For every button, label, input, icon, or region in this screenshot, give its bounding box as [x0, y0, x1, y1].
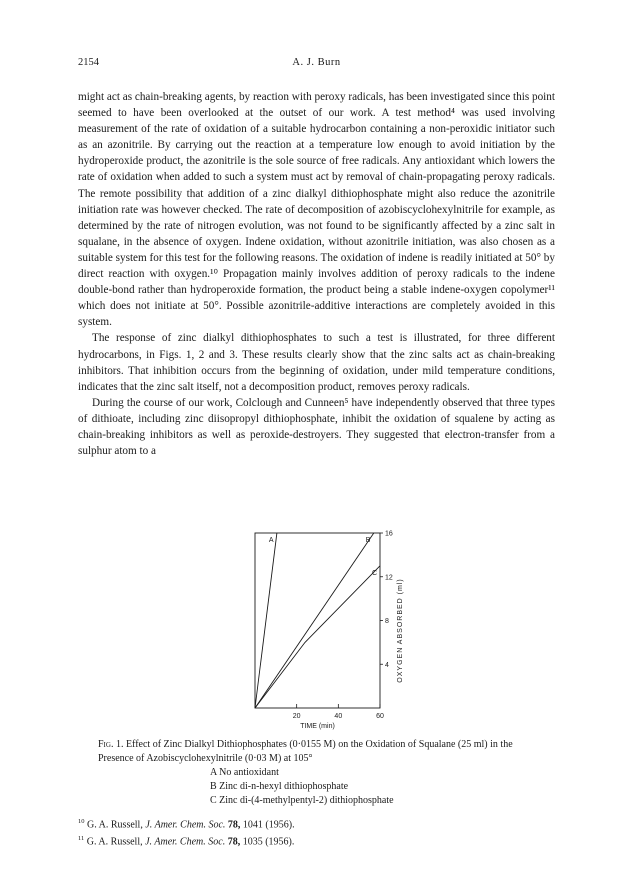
footnote-volume: 78,	[227, 819, 241, 831]
footnote-number: 11	[78, 834, 85, 842]
key-item-c: C Zinc di-(4-methylpentyl-2) dithiophosphate	[210, 795, 394, 806]
footnote-10	[78, 815, 555, 832]
y-tick-label: 12	[385, 574, 393, 582]
footnote-volume: 78,	[227, 836, 241, 848]
y-tick-label: 8	[385, 618, 389, 625]
footnote-number: 10	[78, 818, 85, 825]
page-number: 2154	[78, 57, 99, 68]
series-label-b: B	[365, 537, 371, 544]
footnote-journal: J. Amer. Chem. Soc.	[145, 836, 226, 848]
x-tick-label: 60	[376, 713, 384, 720]
paragraph: The response of zinc dialkyl dithiophosphates to such a test is illustrated, for three different hydrocarbons, in Figs. 1, 2 and 3. These results clearly show that the zinc salts act as chain-breaking inhibitors. That inhibition occurs from the beginning of oxidation, under mild temperature conditions, indicates that the zinc salt itself, not a decomposition product, removes peroxy radicals.	[78, 332, 555, 393]
body-text	[78, 89, 555, 459]
footnotes	[78, 815, 555, 849]
figure-caption	[98, 738, 538, 808]
caption-body	[98, 738, 538, 766]
figure-1	[220, 523, 430, 733]
paragraph: might act as chain-breaking agents, by reaction with peroxy radicals, has been investigated since this point seemed to have been overlooked at the outset of our work. A test method⁴ was used involving measurement of the rate of oxidation of a suitable hydrocarbon containing a non-peroxidic initiator such as an azonitrile. By carrying out the reaction at a temperature low enough to avoid initiation by the hydroperoxide product, the azonitrile is the sole source of free radicals. Any antioxidant which lowers the rate of oxidation when added to such a system must act by removal of chain-propagating peroxy radicals. The remote possibility that addition of a zinc dialkyl dithiophosphate might also reduce the azonitrile initiation rate was however checked. The rate of decomposition of azobiscyclohexylnitrile for example, as determined by the rate of nitrogen evolution, was not found to be significantly affected by a zinc salt in squalane, in the absence of oxygen. Indene oxidation, without azonitrile initiation, was also chosen as a suitable system for this test for the following reasons. The oxidation of indene is readily initiated at 50° by direct reaction with oxygen.¹⁰ Propagation mainly involves addition of peroxy radicals to the indene double-bond rather than hydroperoxide formation, the product being a stable indene-oxygen copolymer¹¹ which does not initiate at 50°. Possible azonitrile-additive interactions are completely avoided in this system.	[78, 91, 555, 329]
y-tick-label: 16	[385, 530, 393, 538]
paragraph: During the course of our work, Colclough and Cunneen⁵ have independently observed that three types of dithioate, including zinc diisopropyl dithiophosphate, inhibit the oxidation of squalene by acting as chain-breaking inhibitors as well as peroxide-destroyers. They suggested that electron-transfer from a sulphur atom to a	[78, 396, 555, 458]
footnote-author: G. A. Russell,	[86, 836, 143, 848]
series-line-c	[255, 566, 380, 708]
footnote-pages: 1035 (1956).	[242, 836, 295, 848]
x-tick-label: 40	[334, 713, 343, 720]
x-tick-label: 20	[292, 713, 301, 720]
y-tick-label: 4	[385, 661, 389, 669]
footnote-pages: 1041 (1956).	[242, 819, 295, 831]
caption-text: Effect of Zinc Dialkyl Dithiophosphates (0·0155 M) on the Oxidation of Squalane (25 ml) in the Presence of Azobiscyclohexylnitrile (0·03 M) at 105°	[98, 739, 513, 764]
caption-label: Fig. 1.	[98, 739, 124, 750]
x-axis-label: TIME (min)	[300, 723, 335, 730]
footnote-author: G. A. Russell,	[87, 819, 143, 831]
key-item-b: B Zinc di-n-hexyl dithiophosphate	[210, 781, 349, 792]
y-axis-label: OXYGEN ABSORBED (ml)	[397, 578, 404, 683]
series-line-b	[255, 533, 374, 708]
series-label-c: C	[372, 569, 378, 577]
series-label-a: A	[268, 537, 274, 544]
running-author: A. J. Burn	[292, 57, 341, 68]
footnote-journal: J. Amer. Chem. Soc.	[145, 819, 226, 831]
key-item-a: A No antioxidant	[210, 767, 279, 778]
footnote-11	[78, 832, 555, 849]
oxygen-uptake-chart	[220, 523, 430, 733]
caption-key	[98, 766, 538, 808]
series-line-a	[255, 533, 277, 708]
